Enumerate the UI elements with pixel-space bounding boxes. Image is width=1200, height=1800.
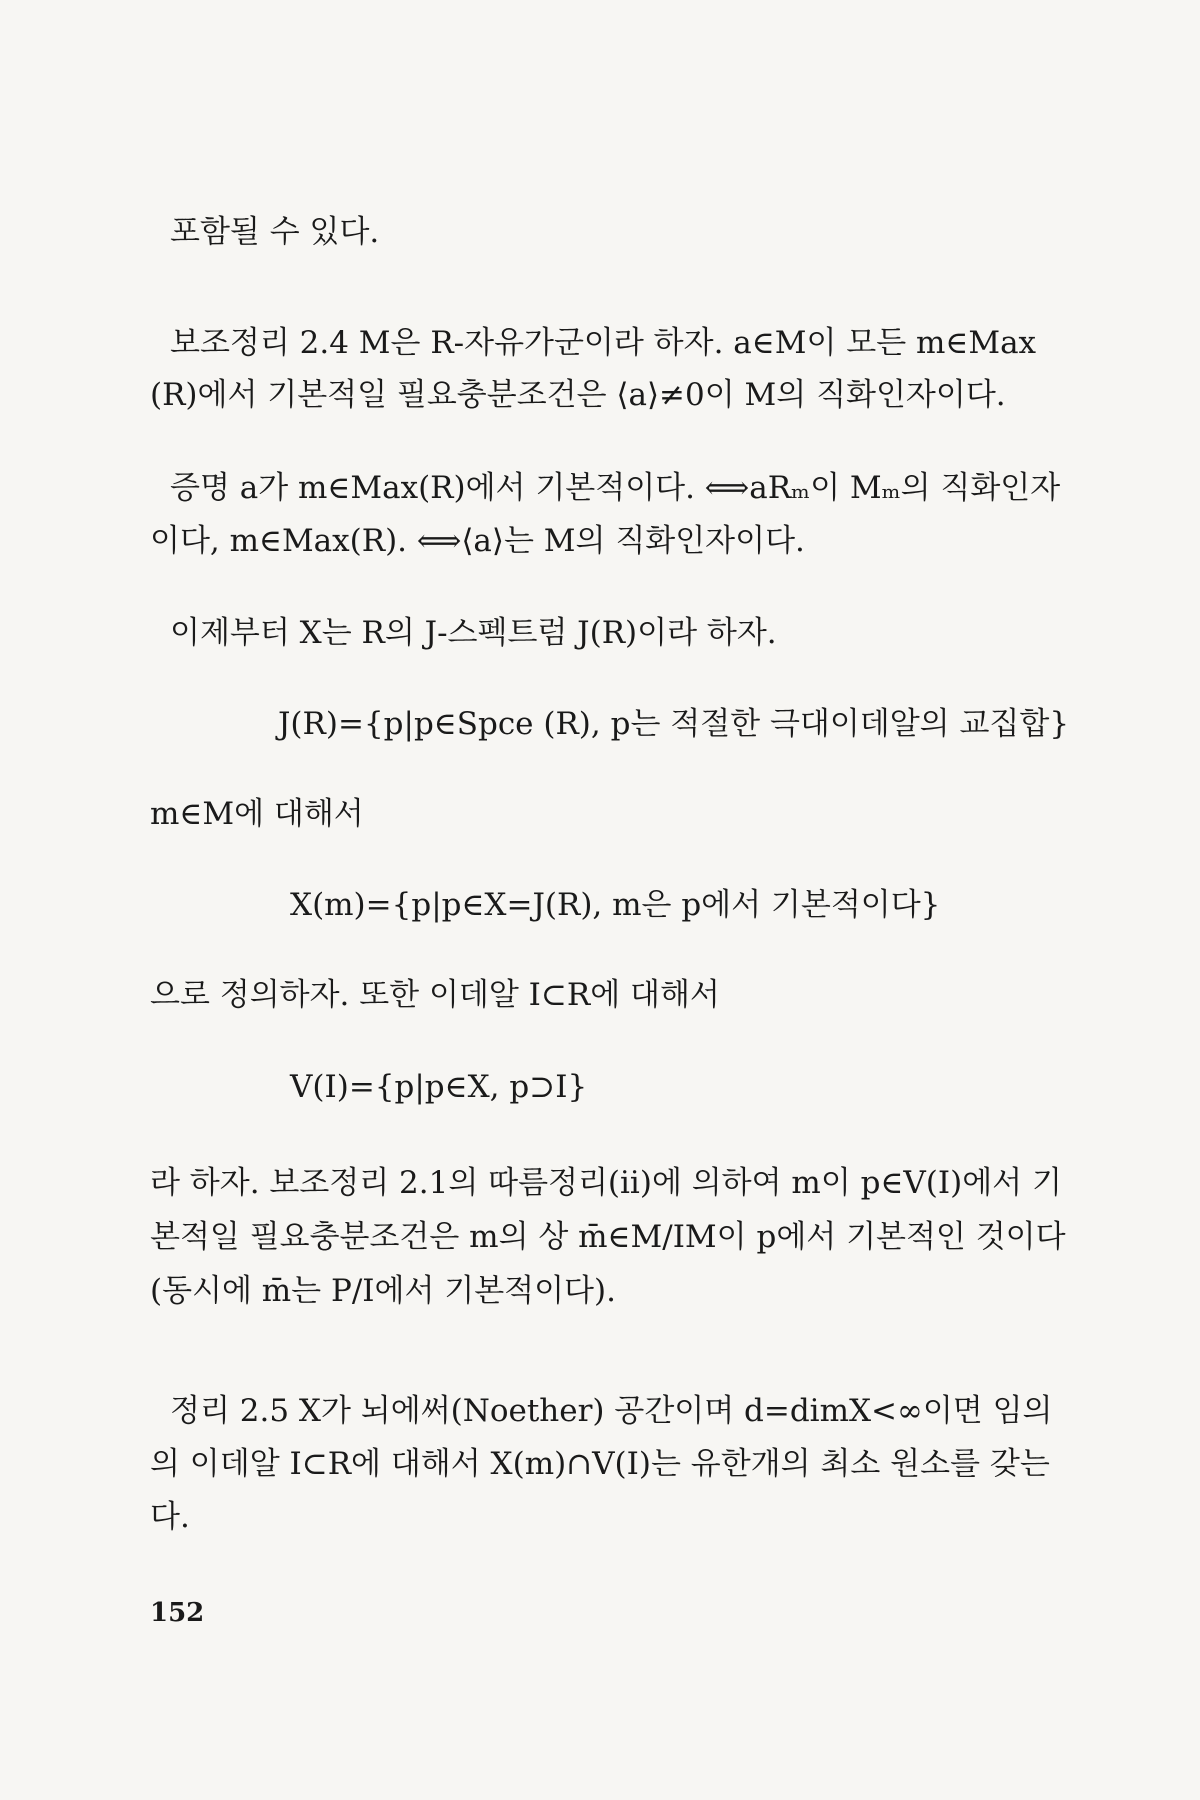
lemma-2-4-line-2: (R)에서 기본적일 필요충분조건은 ⟨a⟩≠0이 M의 직화인자이다.: [150, 377, 1006, 413]
text-line-1: 포함될 수 있다.: [170, 214, 380, 250]
text-line-define: 으로 정의하자. 또한 이데알 I⊂R에 대해서: [150, 977, 720, 1013]
paragraph-line-1: 라 하자. 보조정리 2.1의 따름정리(ii)에 의하여 m이 p∈V(I)에서 기: [150, 1165, 1062, 1201]
page-number: 152: [150, 1598, 205, 1628]
equation-x-of-m: X(m)={p|p∈X=J(R), m은 p에서 기본적이다}: [290, 887, 941, 923]
equation-j-spectrum: J(R)={p|p∈Spce (R), p는 적절한 극대이데알의 교집합}: [278, 706, 1070, 742]
equation-v-of-i: V(I)={p|p∈X, p⊃I}: [290, 1069, 588, 1105]
paragraph-line-3: (동시에 m̄는 P/I에서 기본적이다).: [150, 1273, 616, 1309]
proof-line-2: 이다, m∈Max(R). ⟺⟨a⟩는 M의 직화인자이다.: [150, 523, 805, 559]
proof-line-1: 증명 a가 m∈Max(R)에서 기본적이다. ⟺aRₘ이 Mₘ의 직화인자: [170, 470, 1061, 506]
paragraph-line-2: 본적일 필요충분조건은 m의 상 m̄∈M/IM이 p에서 기본적인 것이다: [150, 1219, 1066, 1255]
text-line-definition-intro: 이제부터 X는 R의 J-스펙트럼 J(R)이라 하자.: [170, 615, 777, 651]
theorem-2-5-line-3: 다.: [150, 1499, 190, 1535]
theorem-2-5-line-1: 정리 2.5 X가 뇌에써(Noether) 공간이며 d=dimX<∞이면 임의: [170, 1393, 1053, 1429]
text-line-for-m: m∈M에 대해서: [150, 796, 364, 832]
lemma-2-4-line-1: 보조정리 2.4 M은 R-자유가군이라 하자. a∈M이 모든 m∈Max: [170, 325, 1037, 361]
theorem-2-5-line-2: 의 이데알 I⊂R에 대해서 X(m)∩V(I)는 유한개의 최소 원소를 갖는: [150, 1446, 1050, 1482]
